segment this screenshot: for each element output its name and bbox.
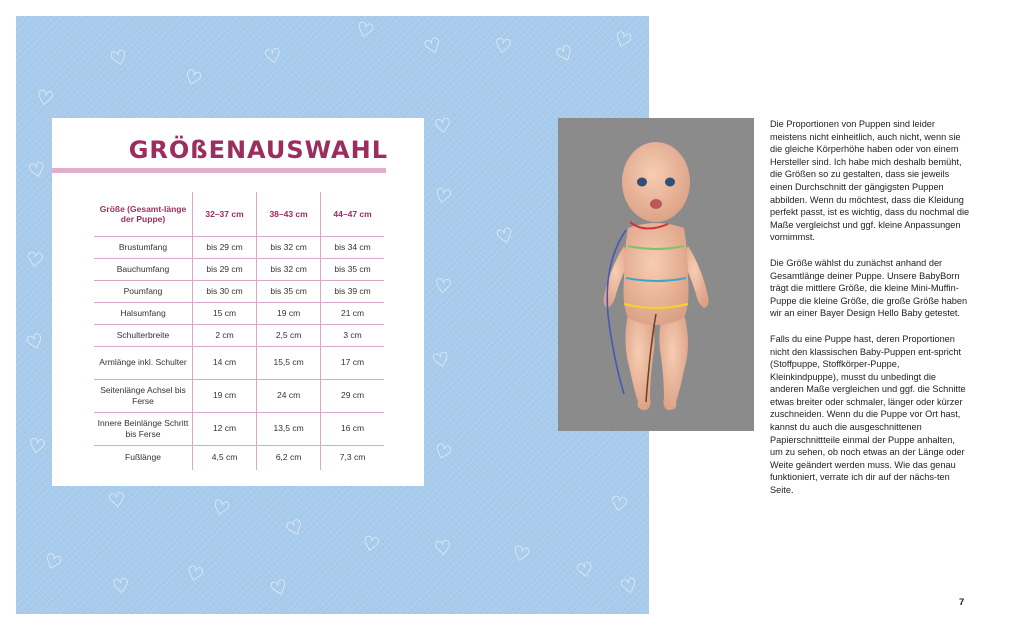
table-header-cell: 38–43 cm [257, 192, 321, 237]
heart-icon: ♡ [608, 490, 630, 518]
table-cell: bis 35 cm [257, 281, 321, 303]
page-title: GRÖßENAUSWAHL [128, 136, 388, 164]
size-table [94, 192, 384, 470]
table-header-cell: Größe (Gesamt-länge der Puppe) [94, 192, 193, 237]
table-cell: Halsumfang [94, 303, 193, 325]
table-row [94, 281, 384, 303]
table-cell: bis 35 cm [321, 259, 384, 281]
heart-icon: ♡ [106, 486, 128, 514]
table-row [94, 413, 384, 446]
heart-icon: ♡ [282, 513, 308, 543]
heart-icon: ♡ [617, 572, 641, 600]
table-row [94, 347, 384, 380]
table-cell: 13,5 cm [257, 413, 321, 446]
heart-icon: ♡ [107, 44, 131, 72]
table-cell: Innere Beinlänge Schritt bis Ferse [94, 413, 193, 446]
heart-icon: ♡ [432, 273, 454, 299]
page-number: 7 [959, 597, 965, 608]
paragraph: Die Größe wählst du zunächst anhand der Gesamtlänge deiner Puppe. Unsere BabyBorn trägt die mittlere Größe, die kleine Mini-Muffin-Puppe die kleine Größe, die große Größe haben wir an einer Bayer Design Hello Baby getestet. [770, 257, 968, 319]
heart-icon: ♡ [432, 112, 454, 140]
heart-icon: ♡ [573, 556, 597, 584]
paragraph: Die Proportionen von Puppen sind leider meistens nicht einheitlich, auch nicht, wenn sie die gleiche Körperhöhe haben oder von einem Hersteller sind. Ich habe mich deshalb bemüht, die Größen so zu gestalten, dass sie jeweils einen Durchschnitt der gängigsten Puppen abbilden. Wenn du möchtest, dass die Kleidung perfekt passt, ist es wichtig, dass du nochmal die Maße vergleichst und ggf. kleine Anpassungen vornimmst. [770, 119, 970, 243]
body-text [770, 118, 970, 510]
table-cell: 4,5 cm [193, 446, 257, 470]
heart-icon: ♡ [24, 246, 46, 274]
heart-icon: ♡ [26, 432, 48, 460]
table-cell: 2,5 cm [257, 325, 321, 347]
table-cell: Poumfang [94, 281, 193, 303]
table-cell: 24 cm [257, 380, 321, 413]
title-underline [52, 168, 386, 173]
table-cell: bis 32 cm [257, 237, 321, 259]
table-cell: Schulterbreite [94, 325, 193, 347]
heart-icon: ♡ [262, 42, 284, 70]
table-cell: bis 30 cm [193, 281, 257, 303]
table-cell: Brustumfang [94, 237, 193, 259]
table-row [94, 446, 384, 470]
table-cell: 3 cm [321, 325, 384, 347]
heart-icon: ♡ [430, 437, 456, 467]
table-row [94, 237, 384, 259]
table-cell: bis 32 cm [257, 259, 321, 281]
table-cell: 19 cm [257, 303, 321, 325]
heart-icon: ♡ [33, 84, 57, 112]
doll-illustration [558, 118, 754, 431]
table-cell: 14 cm [193, 347, 257, 380]
table-cell: 29 cm [321, 380, 384, 413]
table-cell: 7,3 cm [321, 446, 384, 470]
heart-icon: ♡ [420, 31, 446, 61]
heart-icon: ♡ [180, 63, 206, 93]
heart-icon: ♡ [209, 493, 233, 523]
table-cell: 6,2 cm [257, 446, 321, 470]
heart-icon: ♡ [40, 547, 66, 577]
table-cell: 16 cm [321, 413, 384, 446]
table-cell: bis 29 cm [193, 259, 257, 281]
table-cell: 19 cm [193, 380, 257, 413]
table-cell: 15 cm [193, 303, 257, 325]
table-cell: bis 29 cm [193, 237, 257, 259]
heart-icon: ♡ [551, 39, 579, 69]
table-header-cell: 32–37 cm [193, 192, 257, 237]
table-row [94, 380, 384, 413]
table-cell: 12 cm [193, 413, 257, 446]
heart-icon: ♡ [110, 573, 132, 599]
paragraph: Falls du eine Puppe hast, deren Proportionen nicht den klassischen Baby-Puppen ent-spricht (Stoffpuppe, Stoffkörper-Puppe, Kleinkindpuppe), musst du unbedingt die anderen Maße vergleichen und ggf. die Schnitte etwas breiter oder schmaler, länger oder kürzer zuschneiden. Wenn du die Puppe vor Ort hast, kannst du auch die ausgeschnittenen Papierschnittteile einmal der Puppe anhalten, um zu sehen, ob noch etwas an der Länge oder Weite geändert werden muss. Wie das genau funktioniert, verrate ich dir auf der nächs-ten Seite. [770, 333, 966, 496]
table-row [94, 303, 384, 325]
table-cell: Seitenlänge Achsel bis Ferse [94, 380, 193, 413]
table-cell: Bauchumfang [94, 259, 193, 281]
table-header-row [94, 192, 384, 237]
heart-icon: ♡ [508, 539, 534, 569]
heart-icon: ♡ [22, 327, 48, 357]
heart-icon: ♡ [493, 221, 517, 251]
doll-photo [558, 118, 754, 431]
table-cell: 17 cm [321, 347, 384, 380]
table-cell: Armlänge inkl. Schulter [94, 347, 193, 380]
heart-icon: ♡ [359, 530, 383, 558]
table-cell: 2 cm [193, 325, 257, 347]
heart-icon: ♡ [429, 346, 453, 374]
table-cell: Fußlänge [125, 452, 161, 463]
table-cell: 21 cm [321, 303, 384, 325]
heart-icon: ♡ [183, 560, 207, 588]
table-cell: bis 39 cm [321, 281, 384, 303]
heart-icon: ♡ [431, 182, 455, 210]
table-cell: 15,5 cm [257, 347, 321, 380]
heart-icon: ♡ [610, 25, 636, 55]
heart-icon: ♡ [432, 534, 454, 562]
table-row [94, 259, 384, 281]
heart-icon: ♡ [266, 573, 292, 603]
heart-icon: ♡ [492, 32, 514, 60]
table-cell: bis 34 cm [321, 237, 384, 259]
table-row [94, 325, 384, 347]
heart-icon: ♡ [25, 156, 49, 184]
size-chart-card [52, 118, 424, 486]
heart-icon: ♡ [353, 16, 377, 44]
table-header-cell: 44–47 cm [321, 192, 384, 237]
